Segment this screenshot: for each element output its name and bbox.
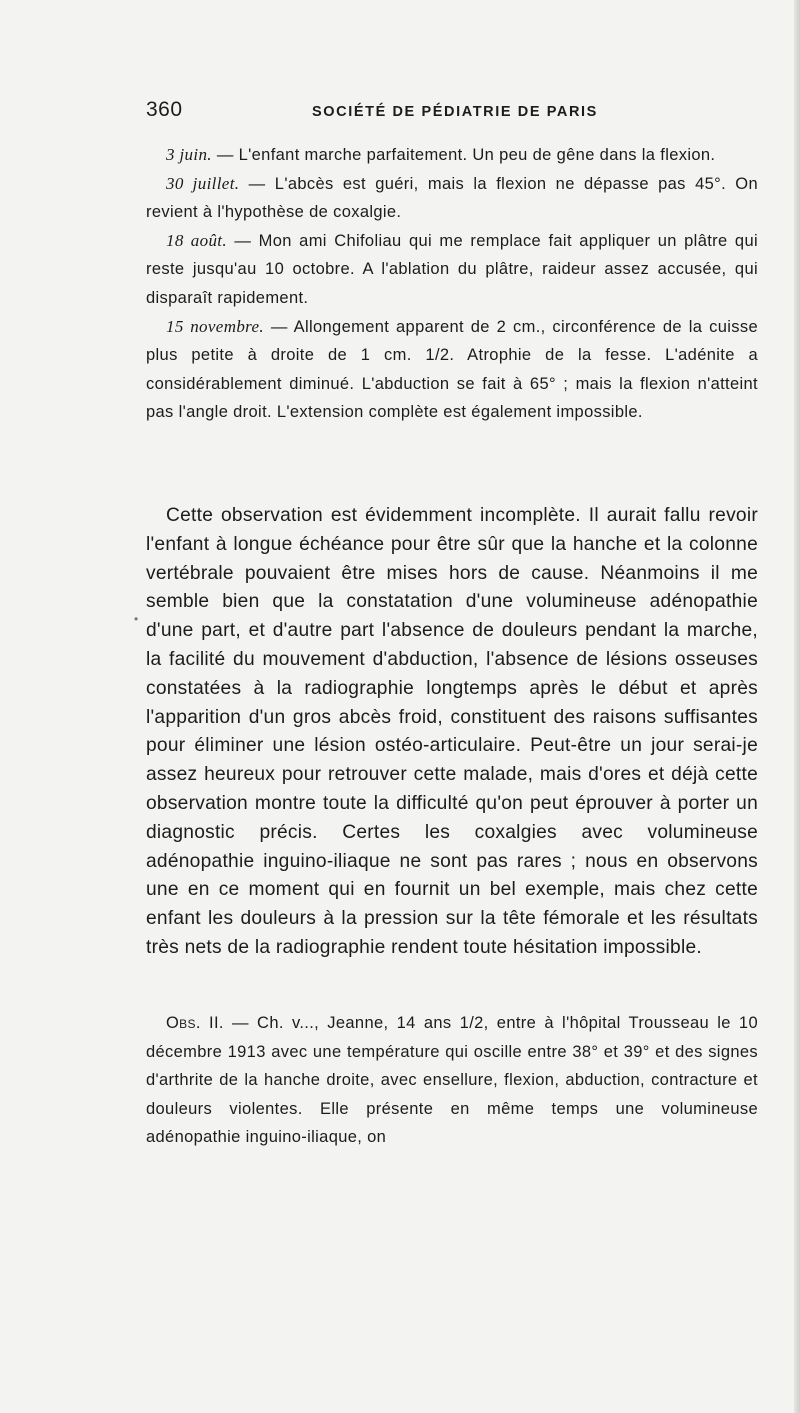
observation-label: Obs. II. [166, 1014, 224, 1032]
clinical-journal [146, 141, 758, 427]
journal-entry [146, 313, 758, 427]
print-speck: • [134, 612, 139, 626]
entry-date: 15 novembre. [166, 316, 264, 336]
observation-paragraph [146, 1009, 758, 1152]
page-number: 360 [146, 98, 183, 121]
entry-text: — L'abcès est guéri, mais la flexion ne dépasse pas 45°. On revient à l'hypothèse de coxalgie. [146, 174, 758, 222]
observation-section [146, 1009, 758, 1152]
journal-entry [146, 170, 758, 227]
commentary-section [146, 502, 758, 963]
running-title: SOCIÉTÉ DE PÉDIATRIE DE PARIS [312, 104, 598, 120]
commentary-paragraph: Cette observation est évidemment incomplète. Il aurait fallu revoir l'enfant à longue échéance pour être sûr que la hanche et la colonne vertébrale pouvaient être mises hors de cause. Néanmoins il me semble bien que la constatation d'une volumineuse adénopathie d'une part, et d'autre part l'absence de douleurs pendant la marche, la facilité du mouvement d'abduction, l'absence de lésions osseuses constatées à la radiographie longtemps après le début et après l'apparition d'un gros abcès froid, constituent des raisons suffisantes pour éliminer une lésion ostéo-articulaire. Peut-être un jour serai-je assez heureux pour retrouver cette malade, mais d'ores et déjà cette observation montre toute la difficulté qu'on peut éprouver à porter un diagnostic précis. Certes les coxalgies avec volumineuse adénopathie inguino-iliaque ne sont pas rares ; nous en observons une en ce moment qui en fournit un bel exemple, mais chez cette enfant les douleurs à la pression sur la tête fémorale et les résultats très nets de la radiographie rendent toute hésitation impossible. [146, 505, 758, 958]
entry-date: 30 juillet. [166, 173, 240, 193]
entry-date: 3 juin. [166, 145, 212, 164]
entry-text: — Allongement apparent de 2 cm., circonférence de la cuisse plus petite à droite de 1 cm. 1/2. Atrophie de la fesse. L'adénite a considérablement diminué. L'abduction se fait à 65° ; mais la flexion n'atteint pas l'angle droit. L'extension complète est également impossible. [146, 317, 758, 422]
journal-entry [146, 227, 758, 313]
page-header [146, 98, 758, 126]
journal-entry [146, 141, 758, 170]
entry-date: 18 août. [166, 230, 227, 250]
entry-text: — Mon ami Chifoliau qui me remplace fait appliquer un plâtre qui reste jusqu'au 10 octobre. A l'ablation du plâtre, raideur assez accusée, qui disparaît rapidement. [146, 231, 758, 307]
page-edge-shadow [794, 0, 800, 1413]
observation-text: — Ch. v..., Jeanne, 14 ans 1/2, entre à l'hôpital Trousseau le 10 décembre 1913 avec une température qui oscille entre 38° et 39° et des signes d'arthrite de la hanche droite, avec ensellure, flexion, abduction, contracture et douleurs violentes. Elle présente en même temps une volumineuse adénopathie inguino-iliaque, on [146, 1014, 758, 1147]
entry-text: — L'enfant marche parfaitement. Un peu de gêne dans la flexion. [211, 146, 716, 164]
